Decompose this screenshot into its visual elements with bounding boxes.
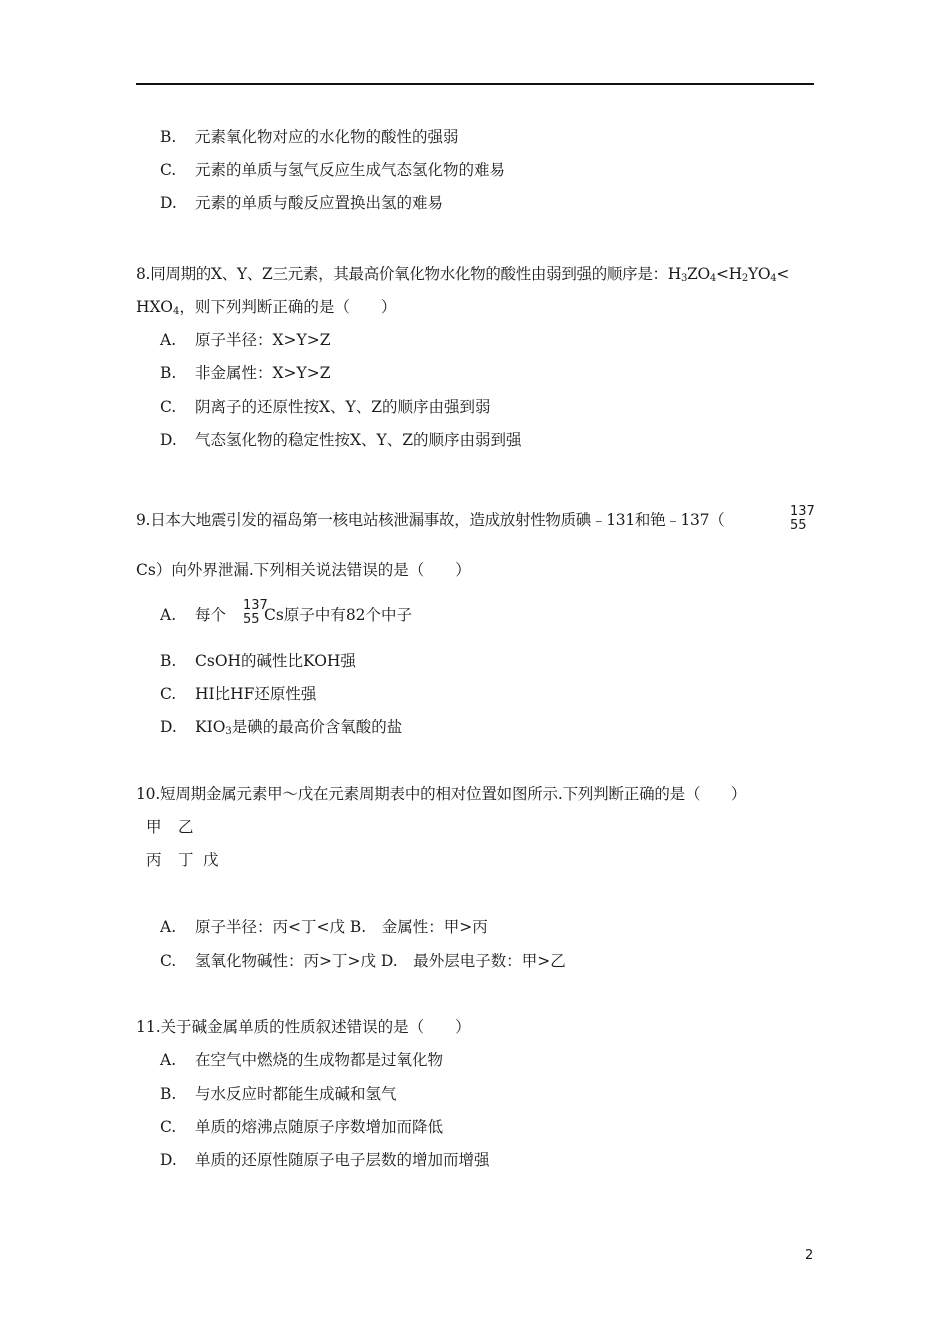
q10-table-yi: 乙 <box>178 818 194 836</box>
q8-option-d: D. 气态氢化物的稳定性按X、Y、Z的顺序由弱到强 <box>160 431 522 449</box>
q11-option-d: D. 单质的还原性随原子电子层数的增加而增强 <box>160 1151 490 1169</box>
q11-option-c: C. 单质的熔沸点随原子序数增加而降低 <box>160 1118 444 1136</box>
q10-table-bing: 丙 <box>146 851 162 869</box>
q9-stem: 9.日本大地震引发的福岛第一核电站核泄漏事故，造成放射性物质碘﹣131和铯﹣137（ <box>136 511 725 529</box>
q9-option-b: B. CsOH的碱性比KOH强 <box>160 652 356 670</box>
q9-option-d: D. $KIO_3$是碘的最高价含氧酸的盐 <box>160 718 403 737</box>
q11-stem: 11.关于碱金属单质的性质叙述错误的是（ ） <box>136 1018 471 1036</box>
q7-option-c: C. 元素的单质与氢气反应生成气态氢化物的难易 <box>160 161 506 179</box>
q9-option-a-nuclide: 137 55 <box>243 598 268 627</box>
q7-option-b: B. 元素氧化物对应的水化物的酸性的强弱 <box>160 128 459 146</box>
q10-stem: 10.短周期金属元素甲～戊在元素周期表中的相对位置如图所示.下列判断正确的是（ ） <box>136 785 747 803</box>
q8-option-a: A. 原子半径：X>Y>Z <box>160 331 331 349</box>
q10-table-ding: 丁 <box>178 851 194 869</box>
q8-stem: 8.同周期的X、Y、Z三元素，其最高价氧化物水化物的酸性由弱到强的顺序是：$H_3ZO_4<H_2YO_4<$ <box>136 265 790 284</box>
q9-option-a-text: Cs原子中有82个中子 <box>264 606 413 624</box>
q11-option-b: B. 与水反应时都能生成碱和氢气 <box>160 1085 397 1103</box>
q9-stem-cont: Cs）向外界泄漏.下列相关说法错误的是（ ） <box>136 561 471 579</box>
q10-table-wu: 戊 <box>203 851 219 869</box>
q8-option-b: B. 非金属性：X>Y>Z <box>160 364 331 382</box>
q7-option-d: D. 元素的单质与酸反应置换出氢的难易 <box>160 194 444 212</box>
q11-option-a: A. 在空气中燃烧的生成物都是过氧化物 <box>160 1051 444 1069</box>
q8-stem-cont: $HXO_4$，则下列判断正确的是（ ） <box>136 298 397 317</box>
q9-option-a: A. 每个 <box>160 606 227 624</box>
q9-nuclide-notation: 137 55 <box>790 504 815 533</box>
q10-options-row2: C. 氢氧化物碱性：丙>丁>戊 D. 最外层电子数：甲>乙 <box>160 952 566 970</box>
page-number: 2 <box>805 1248 814 1263</box>
q10-table-jia: 甲 <box>146 818 162 836</box>
q8-option-c: C. 阴离子的还原性按X、Y、Z的顺序由强到弱 <box>160 398 491 416</box>
q10-options-row1: A. 原子半径：丙<丁<戊 B. 金属性：甲>丙 <box>160 918 488 936</box>
q9-option-c: C. HI比HF还原性强 <box>160 685 317 703</box>
header-rule <box>136 83 814 85</box>
